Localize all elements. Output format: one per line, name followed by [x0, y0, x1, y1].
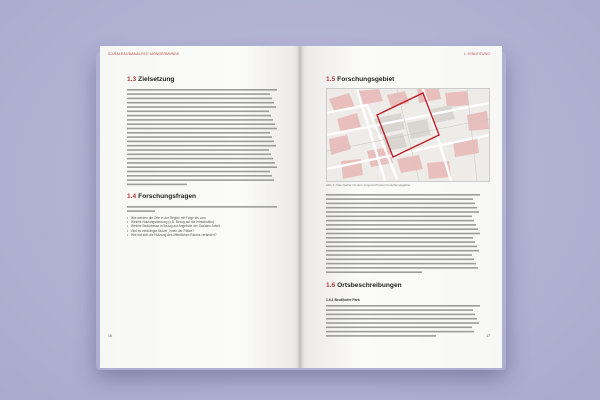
- text-line: [127, 154, 271, 156]
- section-title: Forschungsfragen: [138, 193, 197, 200]
- section-number: 1.6: [326, 282, 336, 289]
- text-line: [127, 111, 269, 113]
- text-line: [326, 250, 479, 252]
- text-line: [326, 271, 422, 273]
- text-line: [326, 335, 436, 337]
- area-map: [326, 88, 490, 182]
- list-item: • Welche Bedürfnisse in Bezug auf Angebote der Sozialen Arbeit: [127, 224, 267, 228]
- text-line: [127, 128, 277, 130]
- section-number: 1.4: [127, 193, 137, 200]
- text-line: [326, 322, 479, 324]
- text-line: [326, 331, 474, 333]
- section-heading-ortsbeschreibungen: [326, 282, 402, 289]
- map-block: [445, 91, 469, 107]
- text-line: [326, 220, 474, 222]
- section-heading-forschungsgebiet: [326, 76, 394, 83]
- text-line: [127, 210, 155, 212]
- question-list: [127, 216, 267, 237]
- forschungsgebiet-body-text: [326, 194, 488, 276]
- text-line: [127, 171, 270, 173]
- text-line: [127, 179, 274, 181]
- text-line: [326, 228, 478, 230]
- text-line: [127, 175, 272, 177]
- text-line: [127, 115, 271, 117]
- text-line: [326, 203, 475, 205]
- text-line: [326, 309, 473, 311]
- text-line: [326, 233, 480, 235]
- text-line: [127, 102, 274, 104]
- text-line: [127, 149, 269, 151]
- section-number: 1.3: [127, 76, 137, 83]
- text-line: [326, 263, 476, 265]
- left-running-header: SOZIALRAUMANALYSE: MÖNDERMÜNDE: [108, 52, 180, 56]
- left-page: [100, 46, 300, 368]
- text-line: [326, 318, 477, 320]
- text-line: [127, 89, 277, 91]
- right-page-number: 17: [486, 334, 490, 338]
- text-line: [127, 136, 272, 138]
- right-running-header: 1. EINLEITUNG: [463, 52, 490, 56]
- text-line: [127, 93, 270, 95]
- list-item: • Gibt es verdrängte Nutzer_innen der Plätze?: [127, 229, 267, 233]
- text-line: [326, 194, 480, 196]
- list-item: • Welche Nutzungsdeutung (z.B. Bezug auf die Infrastruktur): [127, 220, 267, 224]
- text-line: [326, 259, 474, 261]
- forschungsfragen-intro-text: [127, 206, 285, 216]
- text-line: [326, 305, 480, 307]
- subheading: 1.6.1 Beutlhofer Park: [326, 298, 360, 302]
- map-caption: Abb. 1: Das Gebiet mit dem eingezeichneten Forschungsgebiet: [326, 183, 411, 187]
- text-line: [127, 158, 273, 160]
- text-line: [326, 254, 472, 256]
- text-line: [127, 145, 276, 147]
- text-line: [127, 123, 275, 125]
- left-page-number: 16: [108, 334, 112, 338]
- text-line: [127, 184, 187, 186]
- right-page: [300, 46, 502, 368]
- section-title: Zielsetzung: [138, 76, 175, 83]
- text-line: [326, 241, 475, 243]
- text-line: [326, 207, 477, 209]
- section-title: Forschungsgebiet: [337, 76, 395, 83]
- section-heading-forschungsfragen: [127, 193, 196, 200]
- text-line: [326, 327, 472, 329]
- book-spine: [297, 46, 303, 368]
- beutlhofer-park-body-text: [326, 305, 488, 339]
- text-line: [127, 162, 275, 164]
- text-line: [127, 206, 277, 208]
- zielsetzung-body-text: [127, 89, 285, 189]
- section-title: Ortsbeschreibungen: [337, 282, 402, 289]
- section-number: 1.5: [326, 76, 336, 83]
- text-line: [326, 198, 473, 200]
- text-line: [127, 141, 274, 143]
- text-line: [326, 224, 476, 226]
- text-line: [326, 314, 475, 316]
- text-line: [127, 119, 273, 121]
- text-line: [127, 166, 277, 168]
- text-line: [127, 132, 270, 134]
- text-line: [127, 98, 272, 100]
- list-item: • Wie werden die Orte in der Region mit Folge bis vom: [127, 216, 267, 220]
- text-line: [326, 211, 479, 213]
- section-heading-zielsetzung: [127, 76, 174, 83]
- text-line: [127, 106, 276, 108]
- text-line: [326, 246, 477, 248]
- list-item: • Wie hat sich die Nutzung des öffentlichen Raums verändert?: [127, 233, 267, 237]
- text-line: [326, 237, 473, 239]
- text-line: [326, 267, 478, 269]
- text-line: [326, 216, 472, 218]
